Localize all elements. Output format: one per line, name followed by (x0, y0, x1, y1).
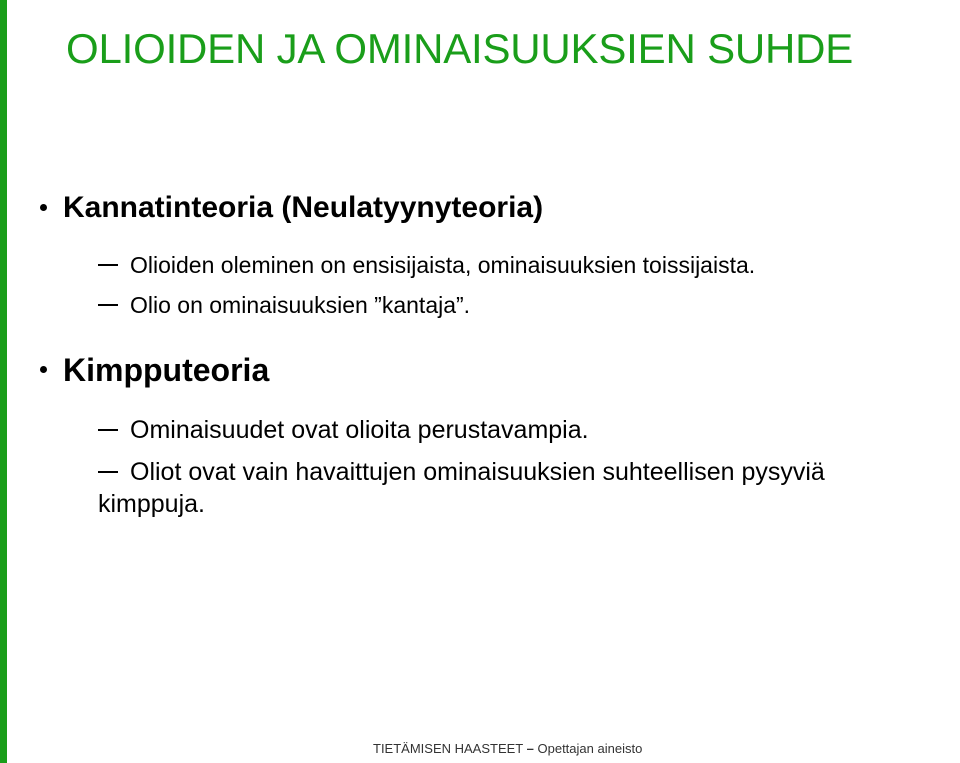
bullet-text: Kimpputeoria (63, 352, 270, 388)
bullet-dot-icon (40, 366, 47, 373)
dash-icon (98, 304, 118, 306)
sub-bullet-continuation: kimppuja. (98, 490, 205, 518)
left-accent-bar (0, 0, 7, 763)
sub-bullet-text: Ominaisuudet ovat olioita perustavampia. (130, 416, 589, 444)
sub-bullet-text: Olioiden oleminen on ensisijaista, ominaisuuksien toissijaista. (130, 252, 756, 278)
sub-bullet-text: Olio on ominaisuuksien ”kantaja”. (130, 292, 471, 318)
footer-separator: – (526, 741, 534, 756)
dash-icon (98, 264, 118, 266)
footer-course-name: TIETÄMISEN HAASTEET (373, 741, 524, 756)
sub-bullet-text: Oliot ovat vain havaittujen ominaisuuksien suhteellisen pysyviä (130, 458, 825, 486)
dash-icon (98, 429, 118, 431)
slide-footer (373, 741, 642, 757)
slide-title: OLIOIDEN JA OMINAISUUKSIEN SUHDE (66, 25, 854, 72)
bullet-text: Kannatinteoria (Neulatyynyteoria) (63, 191, 544, 224)
footer-material-name: Opettajan aineisto (537, 741, 643, 756)
bullet-dot-icon (40, 204, 47, 211)
dash-icon (98, 471, 118, 473)
